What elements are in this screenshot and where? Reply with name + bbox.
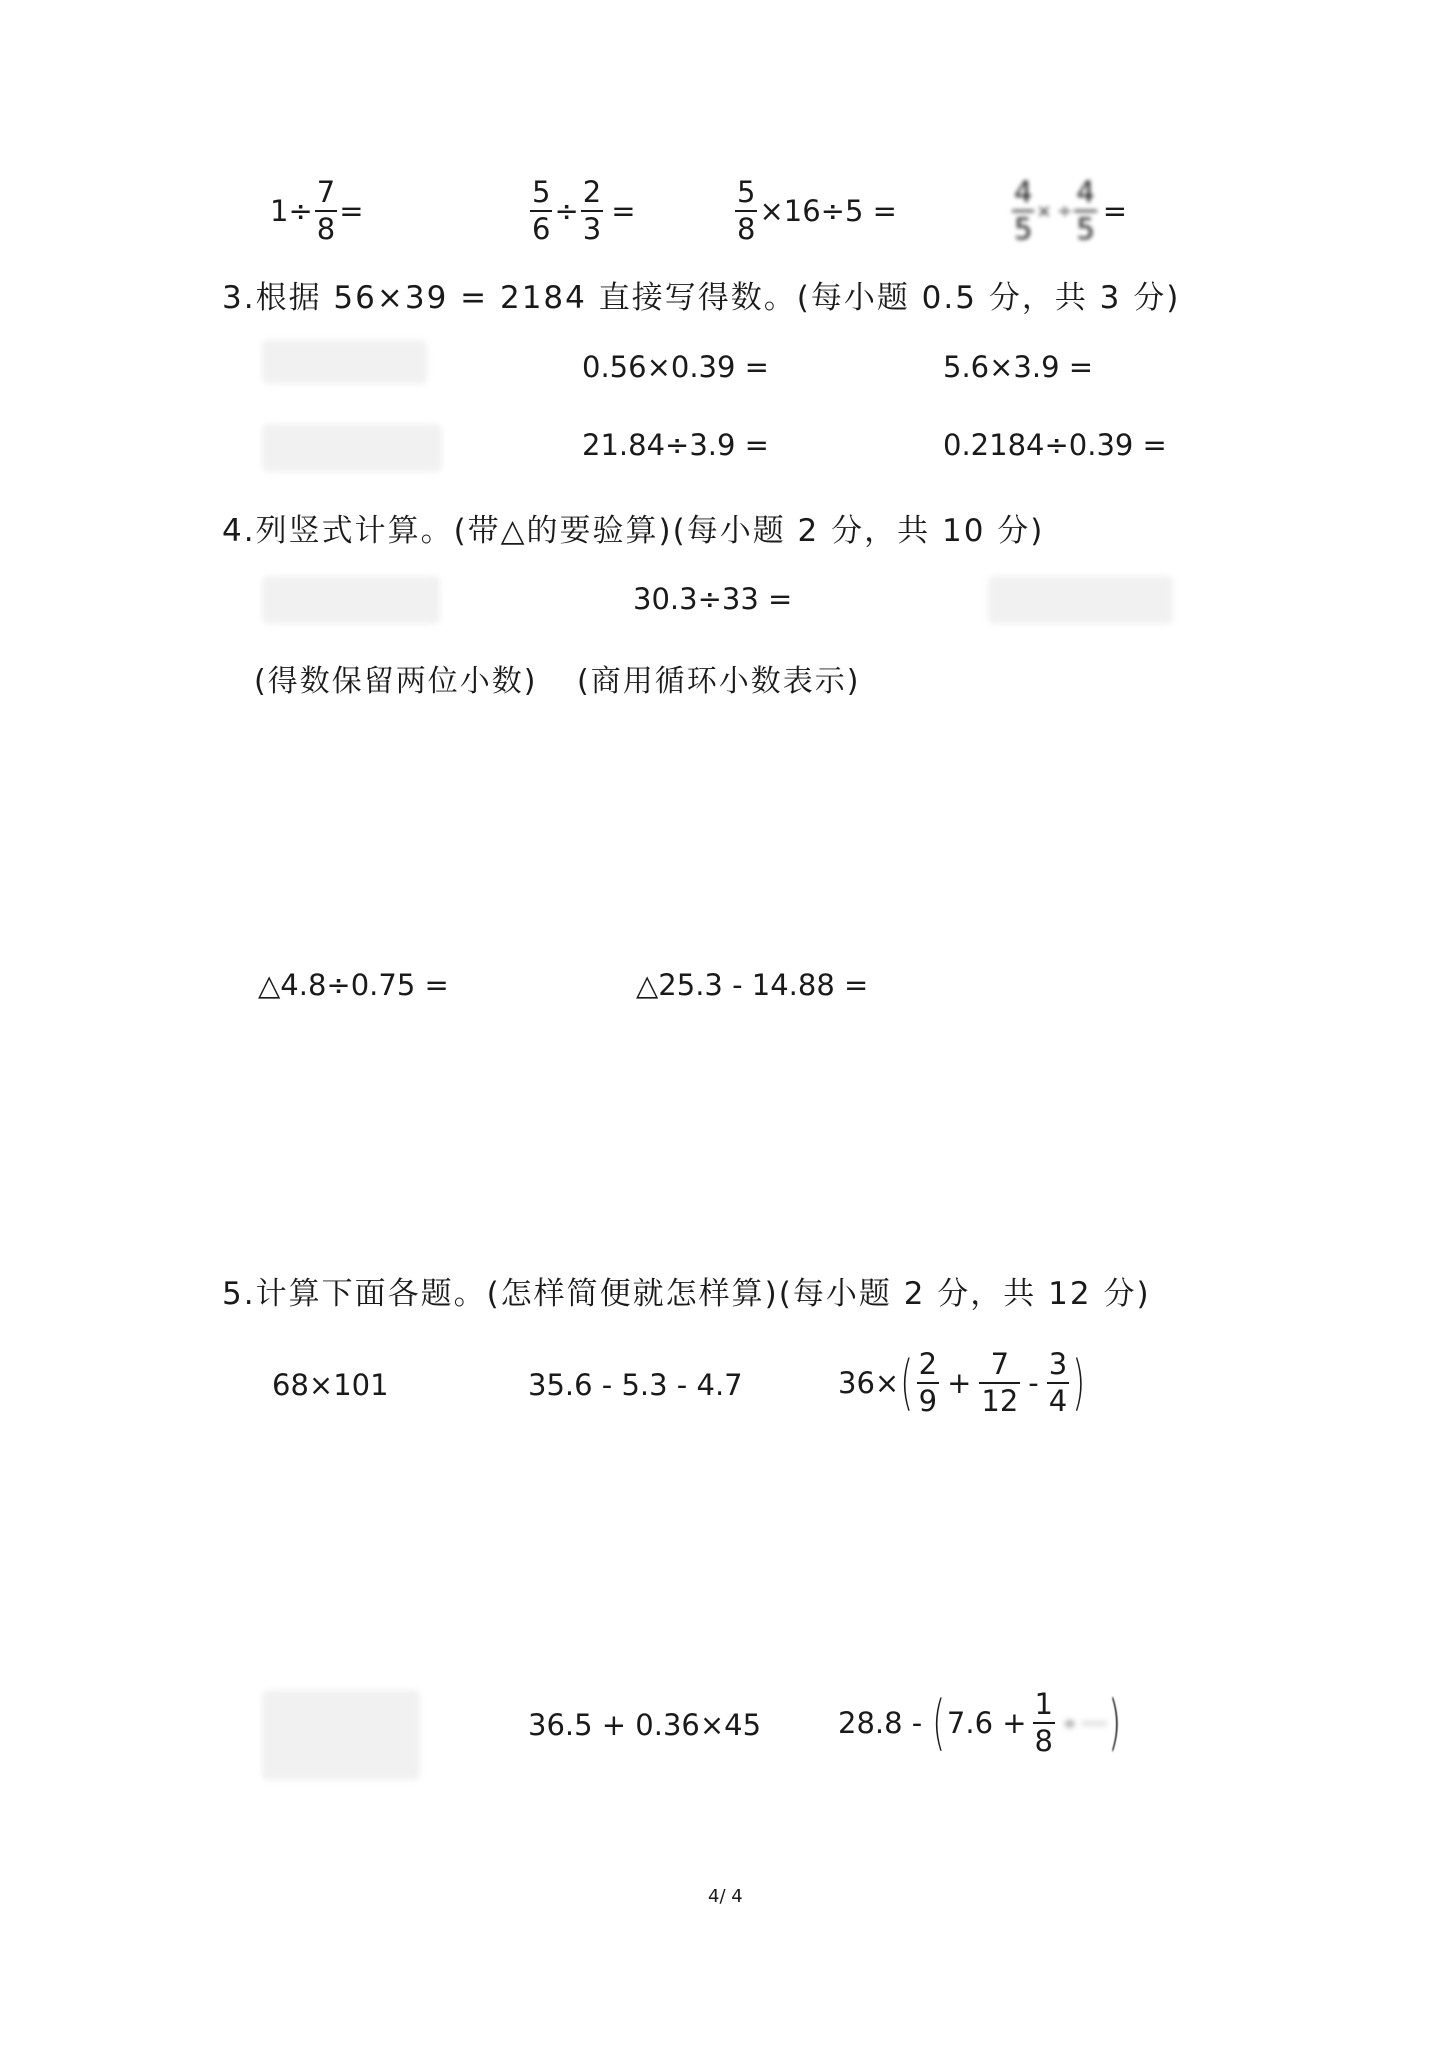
- expr-5-8-times-16: $\frac{5}{8}$ ×16÷5 =: [737, 175, 897, 246]
- blurred-item: [988, 576, 1173, 624]
- left-paren: (: [932, 1688, 946, 1758]
- problem-36.5-plus-0.36x45: 36.5 + 0.36×45: [528, 1708, 762, 1742]
- item-0.2184div0.39: 0.2184÷0.39 =: [943, 428, 1167, 462]
- fraction: $\frac{4}{5}$: [1076, 175, 1095, 246]
- fraction: $\frac{2}{3}$: [582, 175, 602, 246]
- fraction: $\frac{7}{8}$: [316, 175, 336, 246]
- problem-28.8-minus-paren: 28.8 - ( 7.6 + $\frac{1}{8}$ ÷ ····· ): [838, 1687, 1122, 1758]
- blurred-item: [262, 340, 427, 384]
- expr-5-6-div-2-3: $\frac{5}{6}$ ÷ $\frac{2}{3}$ =: [532, 175, 636, 246]
- left-paren: (: [900, 1348, 914, 1418]
- expr-blurred-fractions: $\frac{4}{5}$ × ÷ $\frac{4}{5}$ =: [1014, 175, 1128, 246]
- item-30.3div33: 30.3÷33 =: [633, 582, 793, 616]
- fraction: $\frac{1}{8}$: [1034, 1687, 1053, 1758]
- section-3-heading: 3.根据 56×39 = 2184 直接写得数。(每小题 0.5 分，共 3 分): [222, 280, 1181, 316]
- fraction: $\frac{5}{8}$: [737, 175, 756, 246]
- blurred-item: [262, 424, 442, 472]
- blurred-item: [262, 576, 440, 624]
- fraction: $\frac{5}{6}$: [532, 175, 551, 246]
- item-5.6x3.9: 5.6×3.9 =: [943, 350, 1094, 384]
- right-paren: ): [1072, 1348, 1086, 1418]
- fraction: $\frac{2}{9}$: [918, 1347, 938, 1418]
- item-0.56x0.39: 0.56×0.39 =: [582, 350, 769, 384]
- item-21.84div3.9: 21.84÷3.9 =: [582, 428, 769, 462]
- item-4.8div0.75: △4.8÷0.75 =: [258, 968, 449, 1002]
- note-round-two-decimals: (得数保留两位小数): [254, 664, 538, 699]
- item-25.3minus14.88: △25.3 - 14.88 =: [636, 968, 869, 1002]
- problem-68x101: 68×101: [272, 1368, 389, 1402]
- problem-35.6-5.3-4.7: 35.6 - 5.3 - 4.7: [528, 1368, 743, 1402]
- expr-1-div-7-8: 1÷ $\frac{7}{8}$ =: [270, 175, 364, 246]
- blurred-item: [262, 1690, 420, 1780]
- note-repeating-decimal: (商用循环小数表示): [577, 664, 861, 699]
- fraction: $\frac{4}{5}$: [1014, 175, 1033, 246]
- fraction: $\frac{3}{4}$: [1048, 1347, 1068, 1418]
- problem-36-times-fractions: 36× ( $\frac{2}{9}$ + $\frac{7}{12}$ - $\frac{3}{4}$ ): [838, 1347, 1086, 1418]
- section-4-heading: 4.列竖式计算。(带△的要验算)(每小题 2 分，共 10 分): [222, 513, 1045, 549]
- section-5-heading: 5.计算下面各题。(怎样简便就怎样算)(每小题 2 分，共 12 分): [222, 1276, 1151, 1312]
- fraction: $\frac{7}{12}$: [981, 1347, 1019, 1418]
- page-number: 4/ 4: [708, 1886, 743, 1907]
- right-paren: ): [1108, 1688, 1122, 1758]
